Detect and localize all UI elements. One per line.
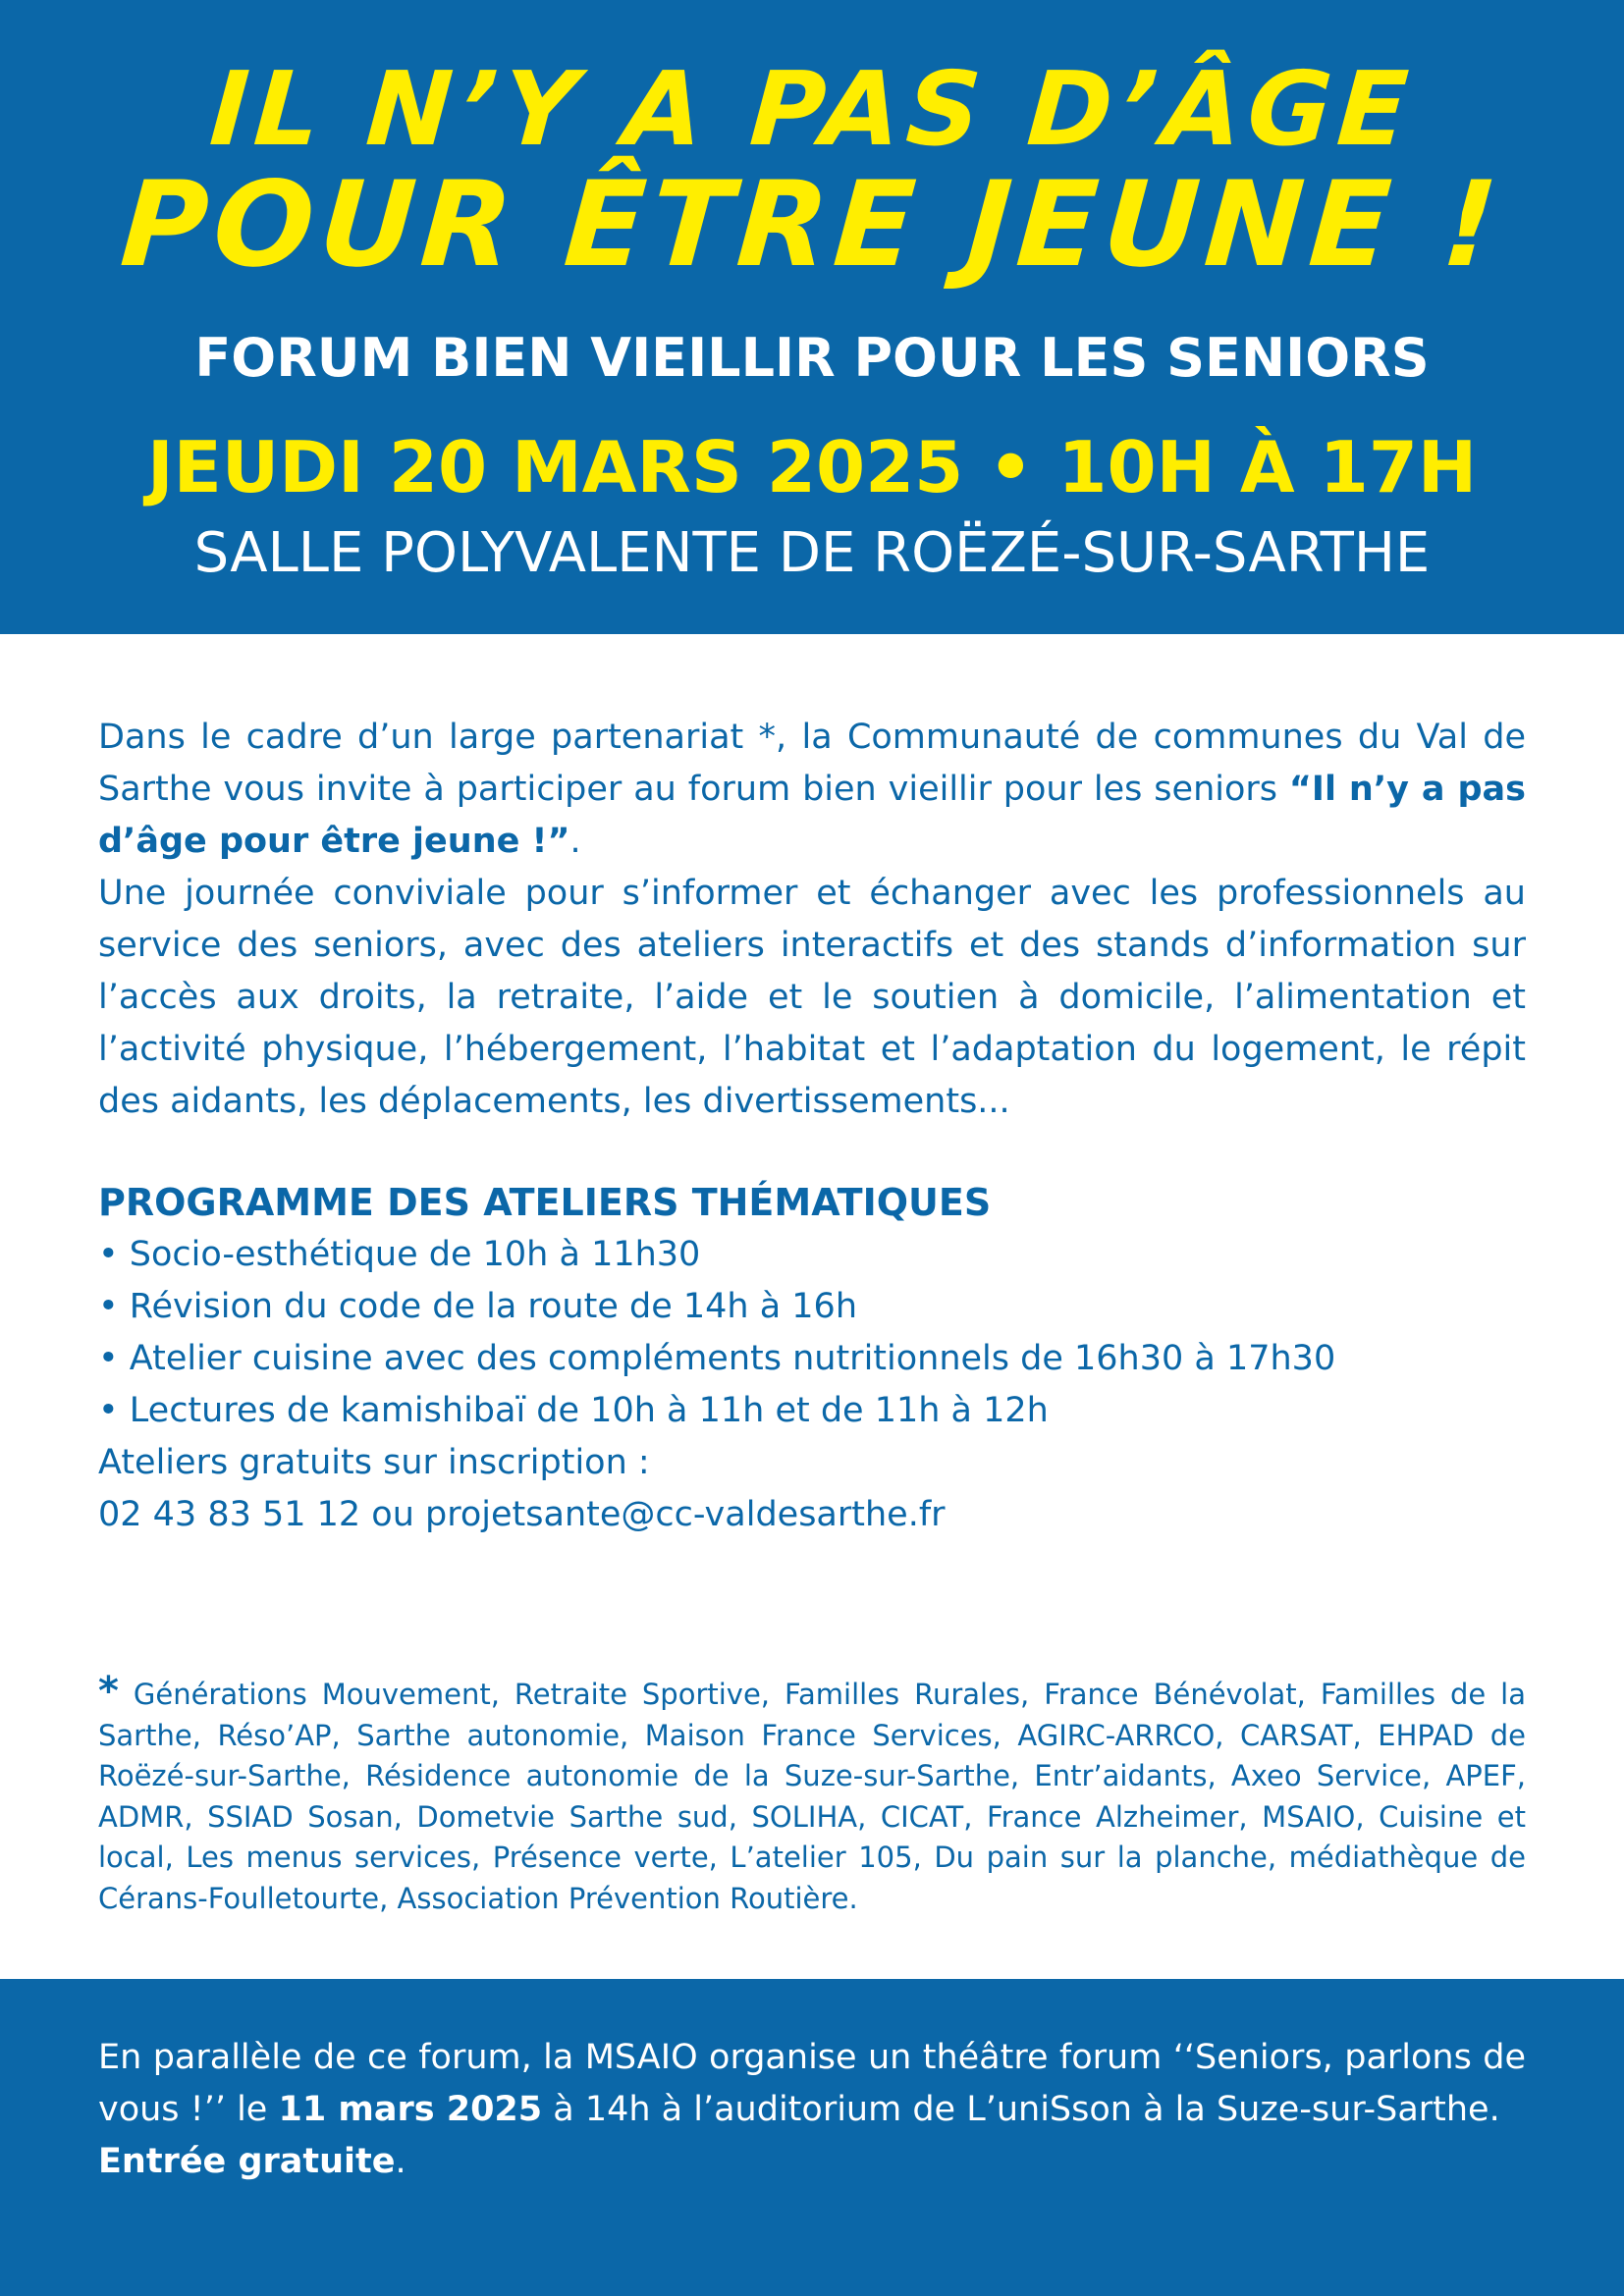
main-content (98, 712, 1526, 1541)
footer-details: à 14h à l’auditorium de L’uniSson à la Suze-sur-Sarthe. (542, 2090, 1500, 2129)
footer-intro: En parallèle de ce forum, la MSAIO organise un théâtre forum ‘‘Seniors, parlons de vous !’’ le (98, 2038, 1526, 2129)
intro-paragraph (98, 712, 1526, 868)
title-line-1: IL N’Y A PAS D’ÂGE (206, 49, 1418, 169)
header-banner (0, 0, 1624, 634)
footer-date: 11 mars 2025 (278, 2090, 543, 2129)
free-entry: Entrée gratuite (98, 2142, 396, 2181)
free-entry-end: . (395, 2142, 406, 2181)
programme-item: • Atelier cuisine avec des compléments nutritionnels de 16h30 à 17h30 (98, 1339, 1336, 1378)
programme-heading: PROGRAMME DES ATELIERS THÉMATIQUES (98, 1181, 992, 1224)
contact-info: 02 43 83 51 12 ou projetsante@cc-valdesarthe.fr (98, 1495, 946, 1534)
description-paragraph: Une journée conviviale pour s’informer et échanger avec les professionnels au service des seniors, avec des ateliers interactifs et des stands d’information sur l’accès aux droits, la retraite, l’aide et le soutien à domicile, l’alimentation et l’activité physique, l’hébergement, l’habitat et l’adaptation du logement, le répit des aidants, les déplacements, les divertissements... (98, 874, 1526, 1121)
signup-text: Ateliers gratuits sur inscription : (98, 1443, 650, 1482)
programme-list (98, 1229, 1526, 1437)
intro-text-end: . (569, 822, 581, 861)
intro-quote-title: “Il n’y a pas d’âge pour être jeune !” (98, 770, 1526, 861)
title-line-2: POUR ÊTRE JEUNE ! (116, 157, 1508, 294)
partners-list (98, 1669, 1526, 1919)
event-date: JEUDI 20 MARS 2025 • 10H À 17H (146, 426, 1478, 508)
footer-banner (0, 1979, 1624, 2296)
footer-text (98, 2032, 1526, 2188)
programme-item: • Révision du code de la route de 14h à 16h (98, 1287, 858, 1326)
event-venue: SALLE POLYVALENTE DE ROËZÉ-SUR-SARTHE (193, 521, 1431, 585)
programme-item: • Lectures de kamishibaï de 10h à 11h et de 11h à 12h (98, 1391, 1049, 1430)
partners-text: Générations Mouvement, Retraite Sportive, Familles Rurales, France Bénévolat, Familles de la Sarthe, Réso’AP, Sarthe autonomie, Maison France Services, AGIRC-ARRCO, CARSAT, EHPAD de Roëzé-sur-Sarthe, Résidence autonomie de la Suze-sur-Sarthe, Entr’aidants, Axeo Service, APEF, ADMR, SSIAD Sosan, Dometvie Sarthe sud, SOLIHA, CICAT, France Alzheimer, MSAIO, Cuisine et local, Les menus services, Présence verte, L’atelier 105, Du pain sur la planche, médiathèque de Cérans-Foulletourte, Association Prévention Routière. (98, 1678, 1526, 1915)
intro-text: Dans le cadre d’un large partenariat *, la Communauté de communes du Val de Sarthe vous invite à participer au forum bien vieillir pour les seniors (98, 718, 1526, 809)
programme-item: • Socio-esthétique de 10h à 11h30 (98, 1235, 701, 1274)
footnote-star: * (98, 1669, 119, 1714)
forum-subtitle: FORUM BIEN VIEILLIR POUR LES SENIORS (194, 327, 1430, 389)
